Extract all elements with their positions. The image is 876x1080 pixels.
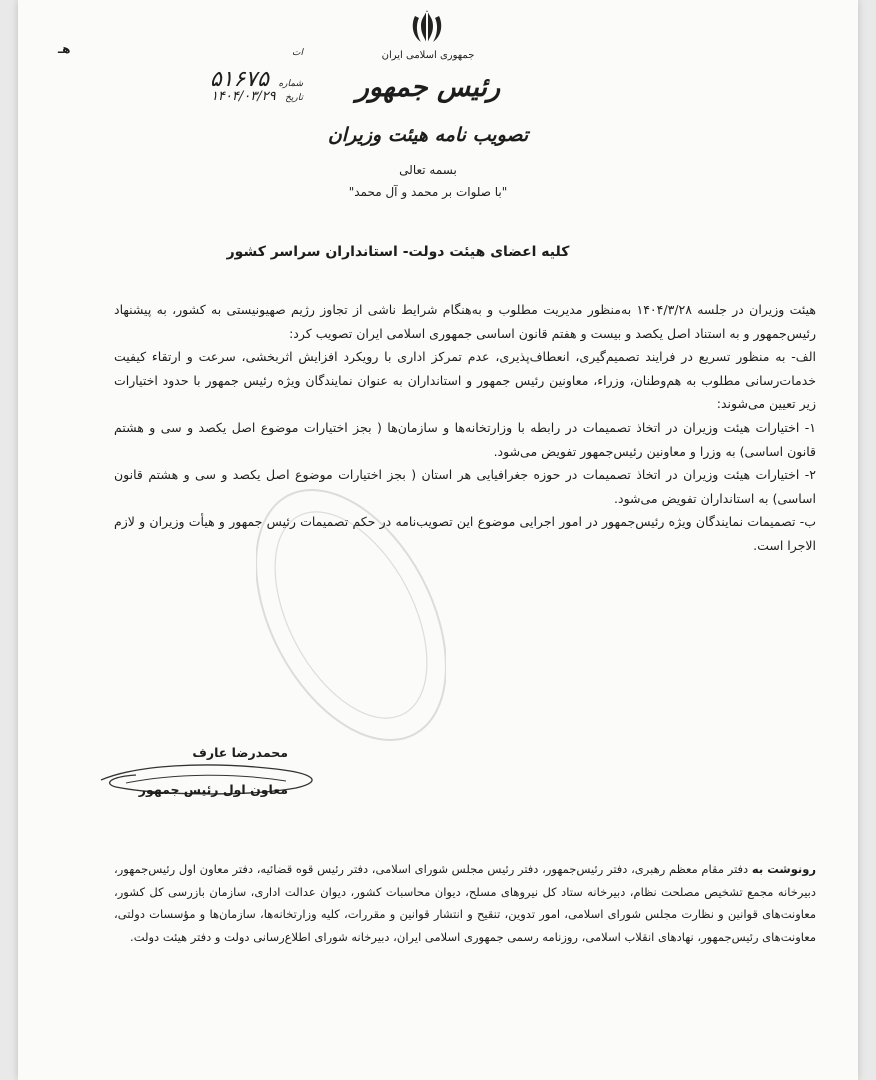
paragraph-be: ب- تصمیمات نمایندگان ویژه رئیس‌جمهور در امور اجرایی موضوع این تصویب‌نامه در حکم تصمیمات رئیس جمهور و هیأت وزیران و لازم الاجرا است. — [114, 514, 816, 553]
signature-title: معاون اول رئیس جمهور — [138, 782, 288, 797]
header-republic: جمهوری اسلامی ایران — [381, 50, 475, 61]
date-row — [113, 89, 303, 111]
header-approval: تصویب نامه هیئت وزیران — [327, 124, 529, 146]
cc-text: دفتر مقام معظم رهبری، دفتر رئیس‌جمهور، دفتر رئیس مجلس شورای اسلامی، دفتر رئیس قوه قضائیه، دفتر معاون اول رئیس‌جمهور، دبیرخانه مجمع تشخیص مصلحت نظام، دبیرخانه ستاد کل نیروهای مسلح، دیوان محاسبات کشور، دیوان عدالت اداری، سازمان بازرسی کل کشور، معاونت‌های قوانین و نظارت مجلس شورای اسلامی، امور تدوین، تنقیح و انتشار قوانین و مقررات، کلیه وزارتخانه‌ها، سازمان‌ها و مؤسسات دولتی، معاونت‌های رئیس‌جمهور، نهادهای انقلاب اسلامی، روزنامه رسمی جمهوری اسلامی ایران، دبیرخانه شورای اطلاع‌رسانی دولت و دفتر هیئت دولت. — [114, 862, 816, 945]
signature-name: محمدرضا عارف — [192, 745, 288, 760]
header-president: رئیس جمهور — [355, 72, 501, 103]
attachment-row — [113, 45, 303, 67]
number-value: ۵۱۶۷۵ — [209, 67, 269, 92]
number-label: شماره — [278, 79, 303, 89]
iran-emblem-icon — [407, 8, 447, 48]
corner-mark: هـ — [58, 42, 71, 56]
cc-paragraph — [114, 858, 816, 949]
carbon-copy — [114, 858, 816, 949]
decree-body — [114, 298, 816, 558]
cc-label: رونوشت به — [751, 862, 816, 876]
paragraph-item-2: ۲- اختیارات هیئت وزیران در اتخاذ تصمیمات در حوزه جغرافیایی هر استان ( بجز اختیارات موضوع اصل یکصد و سی و هشتم قانون اساسی) به استانداران تفویض می‌شود. — [114, 467, 816, 506]
signature-scribble — [96, 755, 336, 805]
date-label: تاریخ — [285, 93, 303, 103]
number-date-block — [113, 45, 303, 111]
bismillah: بسمه تعالی — [399, 163, 457, 177]
paragraph-alef: الف- به منظور تسریع در فرایند تصمیم‌گیری، انعطاف‌پذیری، عدم تمرکز اداری با رویکرد افزایش اثربخشی، سرعت و ارتقاء کیفیت خدمات‌رسانی مطلوب به هم‌وطنان، وزراء، معاونین رئیس جمهور و استانداران به عنوان نمایندگان ویژه رئیس جمهور با حدود اختیارات زیر تعیین می‌شوند: — [114, 349, 816, 412]
document-page — [18, 0, 858, 1080]
date-value: ۱۴۰۴/۰۳/۲۹ — [210, 89, 276, 104]
paragraph-intro: هیئت وزیران در جلسه ۱۴۰۴/۳/۲۸ به‌منظور مدیریت مطلوب و به‌هنگام شرایط ناشی از تجاوز رژیم صهیونیستی به کشور، به پیشنهاد رئیس‌جمهور و به استناد اصل یکصد و بیست و هفتم قانون اساسی جمهوری اسلامی ایران تصویب کرد: — [114, 302, 817, 341]
salawat: "با صلوات بر محمد و آل محمد" — [348, 185, 508, 199]
paragraph-item-1: ۱- اختیارات هیئت وزیران در اتخاذ تصمیمات در رابطه با وزارتخانه‌ها و سازمان‌ها ( بجز اختیارات موضوع اصل یکصد و سی و هشتم قانون اساسی) به وزرا و معاونین رئیس‌جمهور تفویض می‌شود. — [114, 419, 816, 459]
recipients: کلیه اعضای هیئت دولت- استانداران سراسر کشور — [226, 244, 570, 260]
attachment-label: ات — [292, 48, 303, 58]
number-row — [113, 67, 303, 92]
